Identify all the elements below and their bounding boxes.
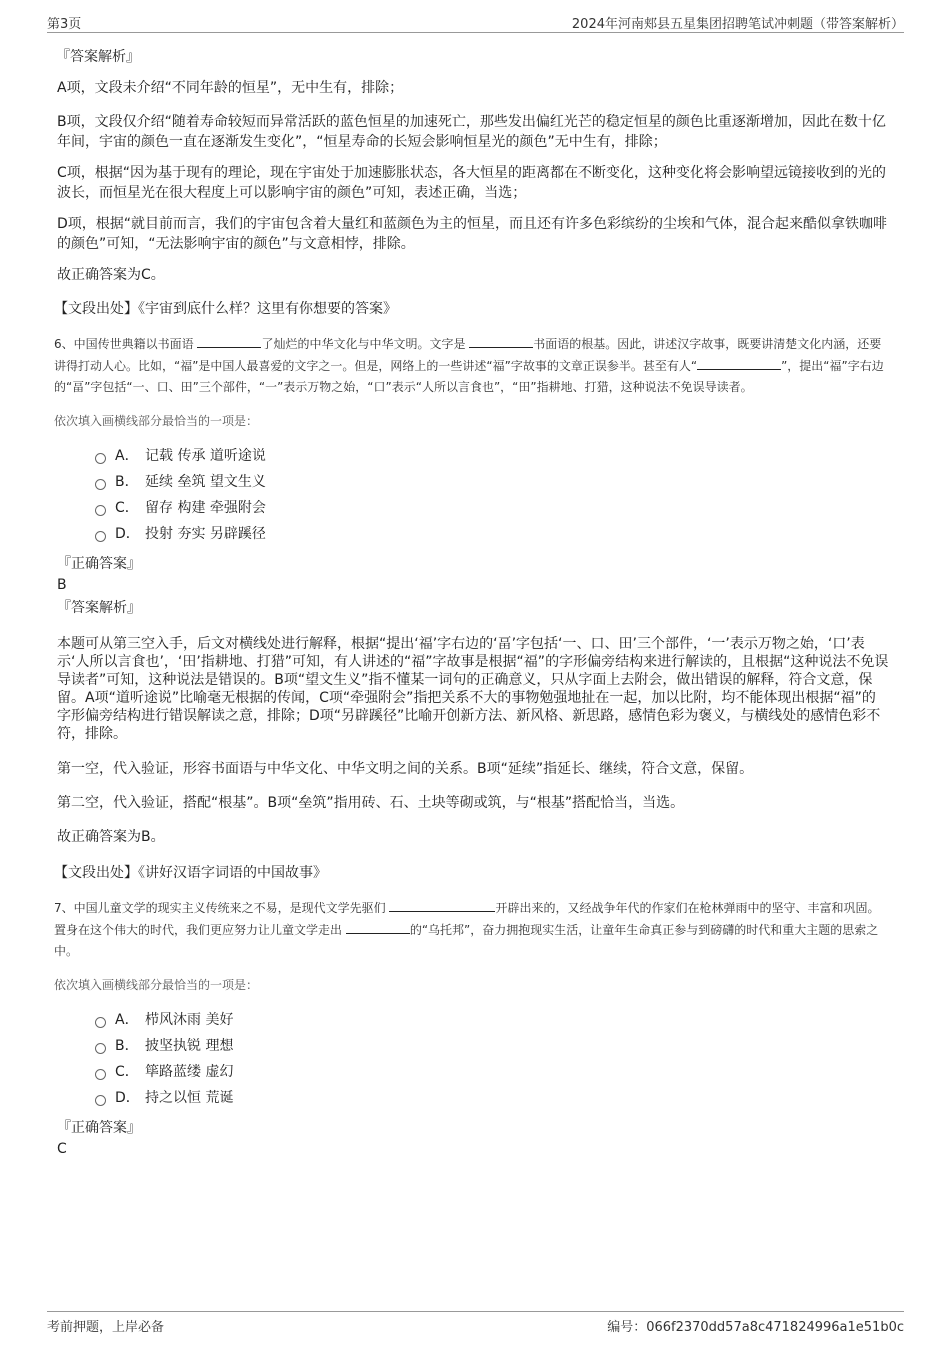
q7-blank-2 (346, 919, 410, 934)
q7-blank-1 (389, 897, 495, 912)
q6-option-b[interactable]: B． 延续 垒筑 望文生义 (95, 469, 889, 495)
radio-icon[interactable] (95, 479, 106, 490)
q5-analysis-label: 『答案解析』 (56, 49, 140, 65)
radio-icon[interactable] (95, 1095, 106, 1106)
radio-icon[interactable] (95, 531, 106, 542)
q7-option-b[interactable]: B． 披坚执锐 理想 (95, 1033, 889, 1059)
radio-icon[interactable] (95, 1017, 106, 1028)
radio-icon[interactable] (95, 1069, 106, 1080)
q7-prompt: 依次填入画横线部分最恰当的一项是： (54, 978, 259, 992)
q6-analysis-main: 本题可从第三空入手，后文对横线处进行解释，根据“提出‘福’字右边的‘畐’字包括‘一、口、田’三个部件，‘一’表示万物之始，‘口’表示‘人所以言食也’，‘田’指耕地、打猎”可知，有人讲述的“福”字故事是根据“福”的字形偏旁结构来进行解读的，且根据“这种说法不免误导读者”可知，这种说法是错误的。B项“望文生义”指不懂某一词句的正确意义，只从字面上去附会，做出错误的解释，符合文意，保留。A项“道听途说”比喻毫无根据的传闻，C项“牵强附会”指把关系不大的事物勉强地扯在一起，加以比附，均不能体现出根据“福”的字形偏旁结构进行错误解读之意，排除；D项“另辟蹊径”比喻开创新方法、新风格、新思路，感情色彩为褒义，与横线处的感情色彩不符，排除。 (57, 636, 889, 742)
q6-blank-3 (697, 355, 781, 370)
q7-option-c[interactable]: C． 筚路蓝缕 虚幻 (95, 1059, 889, 1085)
q5-analysis-b: B项，文段仅介绍“随着寿命较短而异常活跃的蓝色恒星的加速死亡，那些发出偏红光芒的稳定恒星的颜色比重逐渐增加，因此在数十亿年间，宇宙的颜色一直在逐渐发生变化”，“恒星寿命的长短会影响恒星光的颜色”无中生有，排除； (57, 114, 886, 150)
radio-icon[interactable] (95, 453, 106, 464)
q7-option-a[interactable]: A． 栉风沐雨 美好 (95, 1007, 889, 1033)
document-code: 编号：066f2370dd57a8c471824996a1e51b0c (607, 1320, 904, 1335)
page-content (54, 46, 889, 1161)
q6-correct-answer: B (57, 577, 67, 593)
q5-analysis-c: C项，根据“因为基于现有的理论，现在宇宙处于加速膨胀状态，各大恒星的距离都在不断变化，这种变化将会影响望远镜接收到的光的波长，而恒星光在很大程度上可以影响宇宙的颜色”可知，表述正确，当选； (57, 165, 887, 201)
q7-correct-label: 『正确答案』 (57, 1120, 141, 1136)
q6-option-a[interactable]: A． 记载 传承 道听途说 (95, 443, 889, 469)
q6-blank-1 (197, 333, 261, 348)
q6-options (95, 443, 889, 547)
q7-options (95, 1007, 889, 1111)
q6-analysis-label: 『答案解析』 (57, 600, 141, 616)
q5-analysis-d: D项，根据“就目前而言，我们的宇宙包含着大量红和蓝颜色为主的恒星，而且还有许多色彩缤纷的尘埃和气体，混合起来酷似拿铁咖啡的颜色”可知，“无法影响宇宙的颜色”与文意相悖，排除。 (57, 216, 888, 252)
q5-source: 【文段出处】《宇宙到底什么样？这里有你想要的答案》 (54, 301, 397, 317)
q6-blank-2 (469, 333, 533, 348)
q6-analysis-blank1: 第一空，代入验证，形容书面语与中华文化、中华文明之间的关系。B项“延续”指延长、继续，符合文意，保留。 (57, 761, 754, 777)
q7-stem: 7、中国儿童文学的现实主义传统来之不易，是现代文学先驱们 开辟出来的，又经战争年代的作家们在枪林弹雨中的坚守、丰富和巩固。置身在这个伟大的时代，我们更应努力让儿童文学走出 的“乌托邦”，奋力拥抱现实生活，让童年生命真正参与到磅礴的时代和重大主题的思索之中。 (54, 897, 889, 962)
q6-stem: 6、中国传世典籍以书面语 了灿烂的中华文化与中华文明。文字是 书面语的根基。因此，讲述汉字故事，既要讲清楚文化内涵，还要讲得打动人心。比如，“福”是中国人最喜爱的文字之一。但是，网络上的一些讲述“福”字故事的文章正误参半。甚至有人“ ”，提出“福”字右边的“畐”字包括“一、口、田”三个部件，“一”表示万物之始，“口”表示“人所以言食也”，“田”指耕地、打猎，这种说法不免误导读者。 (54, 333, 889, 398)
q5-conclusion: 故正确答案为C。 (57, 267, 165, 283)
q6-prompt: 依次填入画横线部分最恰当的一项是： (54, 414, 259, 428)
q6-conclusion: 故正确答案为B。 (57, 829, 165, 845)
radio-icon[interactable] (95, 1043, 106, 1054)
q6-option-d[interactable]: D． 投射 夯实 另辟蹊径 (95, 521, 889, 547)
page-header (47, 10, 904, 33)
page-footer (47, 1311, 904, 1336)
q7-correct-answer: C (57, 1141, 67, 1157)
q6-source: 【文段出处】《讲好汉语字词语的中国故事》 (54, 865, 327, 881)
q6-option-c[interactable]: C． 留存 构建 牵强附会 (95, 495, 889, 521)
footer-slogan: 考前押题，上岸必备 (47, 1320, 165, 1335)
q6-correct-label: 『正确答案』 (57, 556, 141, 572)
q7-option-d[interactable]: D． 持之以恒 荒诞 (95, 1085, 889, 1111)
q6-analysis-blank2: 第二空，代入验证，搭配“根基”。B项“垒筑”指用砖、石、土块等砌或筑，与“根基”搭配恰当，当选。 (57, 795, 685, 811)
document-title: 2024年河南郏县五星集团招聘笔试冲刺题（带答案解析） (571, 17, 904, 32)
radio-icon[interactable] (95, 505, 106, 516)
page-number: 第3页 (47, 17, 82, 32)
q5-analysis-a: A项，文段未介绍“不同年龄的恒星”，无中生有，排除； (57, 80, 404, 96)
